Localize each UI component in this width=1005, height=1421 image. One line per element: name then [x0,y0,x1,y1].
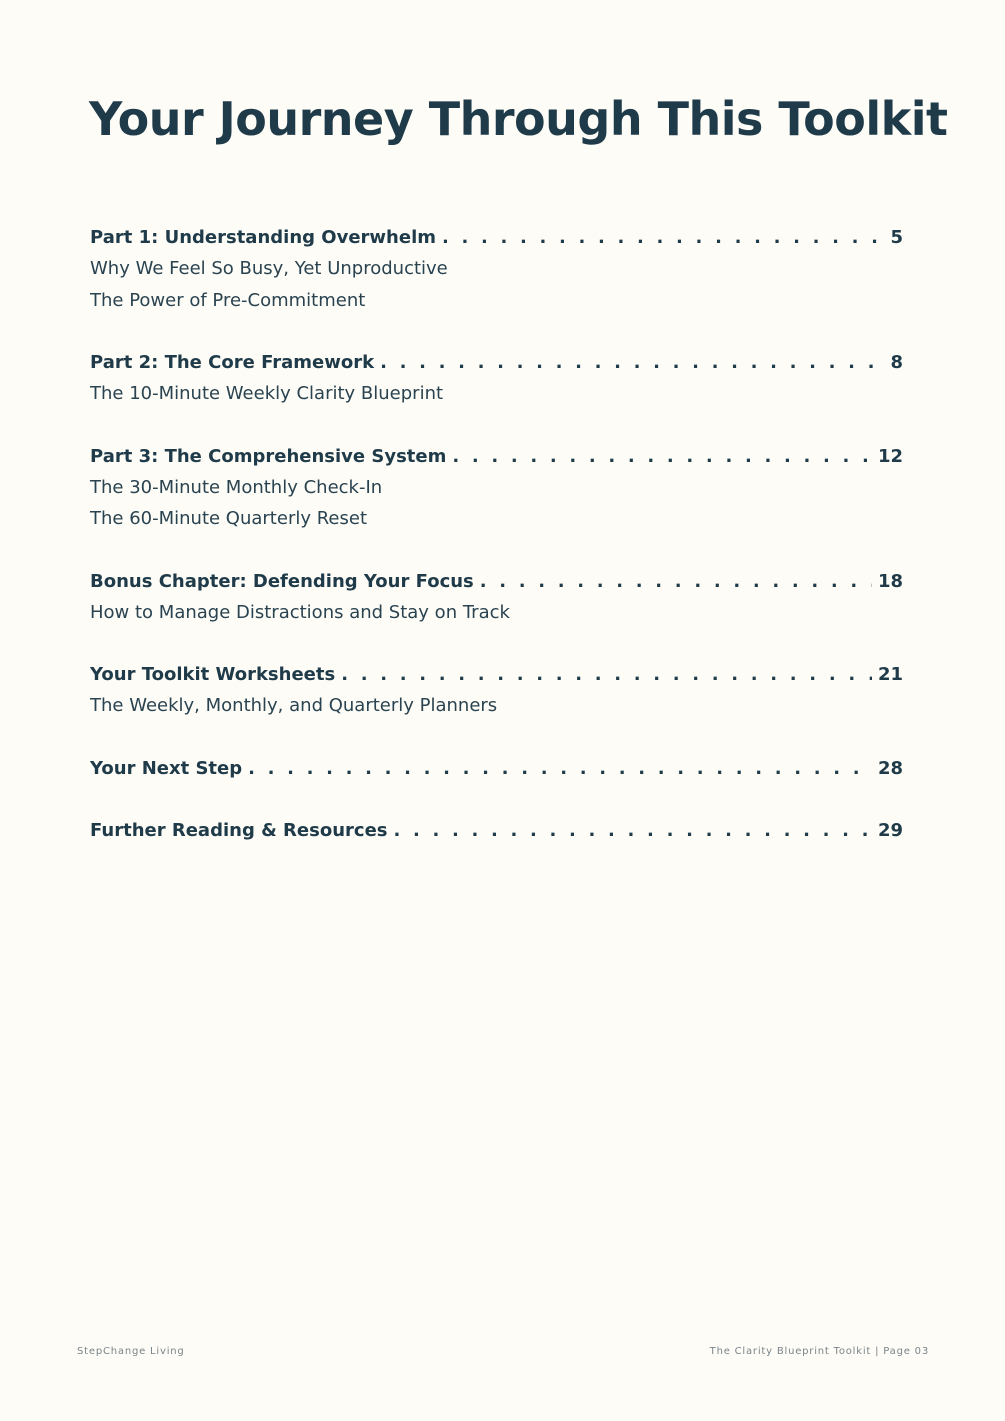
dot-leader [394,815,872,846]
toc-page-number: 12 [877,445,903,467]
toc-page-number: 29 [877,819,903,841]
toc-section [90,815,903,846]
toc-page-number: 8 [890,352,903,373]
toc-heading-label: Part 3: The Comprehensive System [90,445,447,467]
toc-heading-row[interactable] [90,566,903,597]
toc-heading-row[interactable] [90,753,903,784]
dot-leader [442,222,883,253]
toc-heading-label: Part 2: The Core Framework [90,352,375,373]
toc-subitem: The 10-Minute Weekly Clarity Blueprint [90,383,444,404]
toc-heading-label: Your Next Step [90,757,243,779]
dot-leader [248,753,872,784]
dot-leader [480,566,872,597]
toc-heading-row[interactable] [90,347,903,378]
toc-subitem: How to Manage Distractions and Stay on Track [90,601,510,623]
toc-page-number: 21 [877,664,903,685]
toc-page-number: 5 [890,227,903,248]
toc-subitem: The 30-Minute Monthly Check-In [90,476,383,498]
toc-page-number: 18 [877,570,903,592]
toc-section [90,347,903,410]
toc-section [90,566,903,629]
toc-heading-row[interactable] [90,222,903,253]
toc-heading-label: Further Reading & Resources [90,819,388,841]
dot-leader [380,347,883,378]
footer-brand: StepChange Living [77,1346,185,1357]
toc-section [90,441,903,535]
toc-heading-label: Bonus Chapter: Defending Your Focus [90,570,474,592]
toc-section [90,659,903,722]
toc-heading-row[interactable] [90,815,903,846]
toc-subitem: The 60-Minute Quarterly Reset [90,508,367,529]
dot-leader [452,441,872,472]
toc-subitem: The Power of Pre-Commitment [90,289,366,311]
toc-subitem: The Weekly, Monthly, and Quarterly Planners [90,695,498,716]
toc-subitem: Why We Feel So Busy, Yet Unproductive [90,258,448,279]
dot-leader [341,659,872,690]
toc-section [90,753,903,784]
toc-heading-row[interactable] [90,441,903,472]
toc-heading-label: Your Toolkit Worksheets [90,664,336,685]
toc-heading-row[interactable] [90,659,903,690]
footer-page-info: The Clarity Blueprint Toolkit | Page 03 [709,1346,929,1357]
toc-heading-label: Part 1: Understanding Overwhelm [90,227,436,248]
table-of-contents [90,222,903,877]
page-title: Your Journey Through This Toolkit [89,92,948,146]
toc-page-number: 28 [877,757,903,779]
toc-section [90,222,903,316]
